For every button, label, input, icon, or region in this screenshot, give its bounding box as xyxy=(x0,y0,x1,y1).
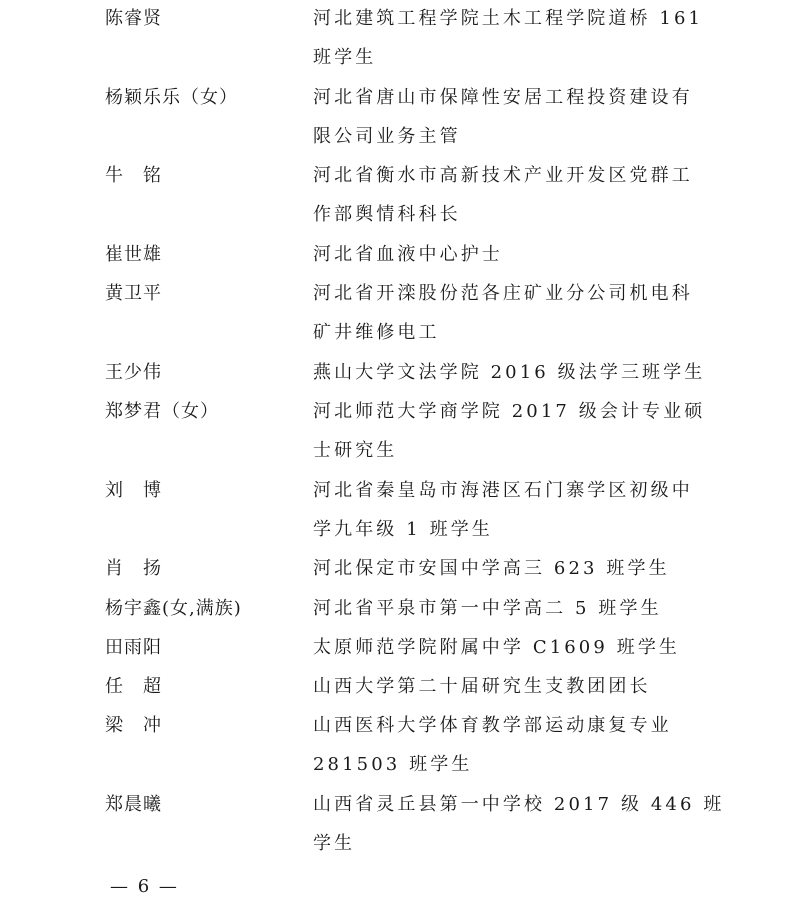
honoree-name: 郑梦君（女） xyxy=(105,401,219,422)
affiliation-line: 士研究生 xyxy=(313,440,398,461)
honoree-name: 王少伟 xyxy=(105,361,162,383)
honoree-name: 崔世雄 xyxy=(105,243,162,265)
affiliation-line: 学生 xyxy=(313,833,356,854)
honoree-name: 任 超 xyxy=(105,676,162,698)
honoree-name: 陈睿贤 xyxy=(105,8,162,29)
honoree-name: 肖 扬 xyxy=(105,558,162,580)
affiliation-line: 学九年级 1 班学生 xyxy=(313,518,493,540)
honoree-name: 田雨阳 xyxy=(105,636,162,658)
affiliation-line: 作部舆情科科长 xyxy=(313,204,461,226)
honoree-affiliation xyxy=(313,235,693,274)
honoree-affiliation xyxy=(313,589,693,628)
honoree-affiliation xyxy=(313,667,693,706)
honoree-affiliation xyxy=(313,353,706,392)
affiliation-line: 河北省平泉市第一中学高二 5 班学生 xyxy=(313,597,662,619)
honoree-affiliation xyxy=(313,392,706,470)
affiliation-line: 班学生 xyxy=(313,47,377,68)
honoree-name: 黄卫平 xyxy=(105,283,162,305)
honoree-name: 杨颖乐乐（女） xyxy=(105,86,238,108)
affiliation-line: 山西大学第二十届研究生支教团团长 xyxy=(313,676,651,698)
honoree-affiliation xyxy=(313,78,693,156)
honoree-name: 刘 博 xyxy=(105,479,162,501)
honoree-name: 梁 冲 xyxy=(105,715,162,737)
honoree-affiliation xyxy=(313,156,693,234)
affiliation-line: 河北建筑工程学院土木工程学院道桥 161 xyxy=(313,8,704,29)
affiliation-line: 山西省灵丘县第一中学校 2017 级 446 班 xyxy=(313,794,725,815)
affiliation-line: 河北省血液中心护士 xyxy=(313,243,503,265)
affiliation-line: 河北师范大学商学院 2017 级会计专业硕 xyxy=(313,401,706,422)
honoree-affiliation xyxy=(313,785,725,863)
page-number: — 6 — xyxy=(110,876,179,897)
affiliation-line: 燕山大学文法学院 2016 级法学三班学生 xyxy=(313,361,706,383)
honoree-name: 杨宇鑫(女,满族) xyxy=(105,597,242,619)
affiliation-line: 281503 班学生 xyxy=(313,754,473,776)
honoree-affiliation xyxy=(313,471,693,549)
honoree-affiliation xyxy=(313,0,704,77)
affiliation-line: 河北省秦皇岛市海港区石门寨学区初级中 xyxy=(313,479,693,501)
honoree-affiliation xyxy=(313,706,693,784)
affiliation-line: 河北省开滦股份范各庄矿业分公司机电科 xyxy=(313,283,693,305)
honoree-name: 郑晨曦 xyxy=(105,794,162,815)
affiliation-line: 河北保定市安国中学高三 623 班学生 xyxy=(313,558,670,580)
honoree-name: 牛 铭 xyxy=(105,165,162,187)
affiliation-line: 限公司业务主管 xyxy=(313,125,461,147)
affiliation-line: 矿井维修电工 xyxy=(313,322,440,344)
affiliation-line: 河北省唐山市保障性安居工程投资建设有 xyxy=(313,86,693,108)
honoree-affiliation xyxy=(313,274,693,352)
honoree-affiliation xyxy=(313,549,693,588)
affiliation-line: 山西医科大学体育教学部运动康复专业 xyxy=(313,715,672,737)
affiliation-line: 太原师范学院附属中学 C1609 班学生 xyxy=(313,636,681,658)
honoree-affiliation xyxy=(313,628,693,667)
affiliation-line: 河北省衡水市高新技术产业开发区党群工 xyxy=(313,165,693,187)
